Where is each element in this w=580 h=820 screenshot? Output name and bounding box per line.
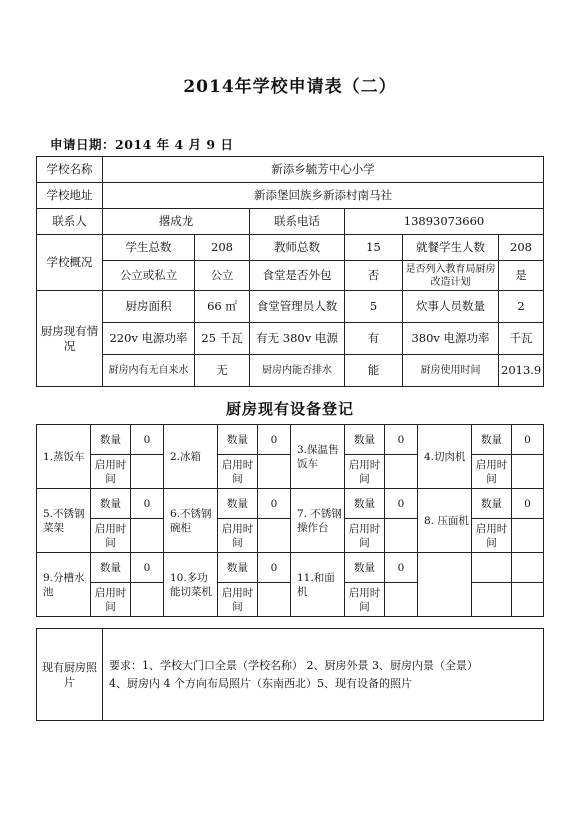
equipment-name: 1.蒸饭车 <box>37 425 91 489</box>
equipment-time-value <box>258 519 291 553</box>
equipment-time-value <box>131 583 164 617</box>
equipment-time-value <box>512 519 544 553</box>
students-label: 学生总数 <box>103 235 195 261</box>
outsourced-label: 食堂是否外包 <box>250 261 345 291</box>
equipment-qty-value: 0 <box>512 425 544 455</box>
equipment-qty-label: 数量 <box>91 425 131 455</box>
power220-label: 220v 电源功率 <box>103 323 195 355</box>
type-label: 公立或私立 <box>103 261 195 291</box>
equipment-qty-value: 0 <box>512 489 544 519</box>
phone-value: 13893073660 <box>345 209 544 235</box>
plan-label: 是否列入教育局厨房改造计划 <box>403 261 499 291</box>
equipment-empty-cell <box>472 583 512 617</box>
equipment-qty-value: 0 <box>131 489 164 519</box>
equipment-time-label: 启用时间 <box>345 519 385 553</box>
power380-value: 千瓦 <box>499 323 544 355</box>
equipment-time-label: 启用时间 <box>91 519 131 553</box>
equipment-table <box>36 424 544 617</box>
school-name-value: 新添乡毓芳中心小学 <box>103 157 544 183</box>
drain-label: 厨房内能否排水 <box>250 355 345 387</box>
area-value: 66 ㎡ <box>195 291 250 323</box>
equipment-time-value <box>131 519 164 553</box>
school-address-value: 新添堡回族乡新添村南马社 <box>103 183 544 209</box>
equipment-time-value <box>385 519 418 553</box>
equipment-time-label: 启用时间 <box>472 519 512 553</box>
type-value: 公立 <box>195 261 250 291</box>
diners-value: 208 <box>499 235 544 261</box>
cooks-label: 炊事人员数量 <box>403 291 499 323</box>
power220-value: 25 千瓦 <box>195 323 250 355</box>
equipment-qty-label: 数量 <box>472 425 512 455</box>
equipment-time-label: 启用时间 <box>91 583 131 617</box>
equipment-name: 9.分槽水池 <box>37 553 91 617</box>
equipment-name: 2.冰箱 <box>164 425 218 489</box>
school-address-label: 学校地址 <box>37 183 103 209</box>
equipment-qty-value: 0 <box>131 425 164 455</box>
equipment-time-value <box>385 583 418 617</box>
equipment-time-label: 启用时间 <box>472 455 512 489</box>
equipment-qty-value: 0 <box>131 553 164 583</box>
equipment-qty-label: 数量 <box>218 425 258 455</box>
power380-label: 380v 电源功率 <box>403 323 499 355</box>
equipment-qty-label: 数量 <box>345 489 385 519</box>
phone-label: 联系电话 <box>250 209 345 235</box>
page-title: 2014年学校申请表（二） <box>183 77 397 97</box>
equipment-qty-label: 数量 <box>472 489 512 519</box>
photos-label: 现有厨房照片 <box>37 629 103 721</box>
equipment-qty-value: 0 <box>385 553 418 583</box>
equipment-qty-value: 0 <box>258 489 291 519</box>
managers-value: 5 <box>345 291 403 323</box>
since-value: 2013.9 <box>499 355 544 387</box>
overview-label: 学校概况 <box>37 235 103 291</box>
equipment-time-label: 启用时间 <box>218 583 258 617</box>
equipment-qty-label: 数量 <box>91 489 131 519</box>
equipment-empty-cell <box>512 583 544 617</box>
equipment-qty-value: 0 <box>385 489 418 519</box>
equipment-time-label: 启用时间 <box>345 583 385 617</box>
equipment-empty-cell <box>472 553 512 583</box>
teachers-label: 教师总数 <box>250 235 345 261</box>
plan-value: 是 <box>499 261 544 291</box>
equipment-time-label: 启用时间 <box>218 455 258 489</box>
has380-label: 有无 380v 电源 <box>250 323 345 355</box>
equipment-time-value <box>385 455 418 489</box>
equipment-name: 11.和面机 <box>291 553 345 617</box>
school-name-label: 学校名称 <box>37 157 103 183</box>
area-label: 厨房面积 <box>103 291 195 323</box>
contact-label: 联系人 <box>37 209 103 235</box>
has380-value: 有 <box>345 323 403 355</box>
outsourced-value: 否 <box>345 261 403 291</box>
equipment-time-value <box>131 455 164 489</box>
equipment-qty-label: 数量 <box>345 553 385 583</box>
equipment-empty-cell <box>418 553 472 617</box>
equipment-section-title: 厨房现有设备登记 <box>225 400 354 418</box>
equipment-qty-label: 数量 <box>91 553 131 583</box>
equipment-time-label: 启用时间 <box>218 519 258 553</box>
school-info-table <box>36 156 544 387</box>
equipment-name: 5.不锈钢菜架 <box>37 489 91 553</box>
diners-label: 就餐学生人数 <box>403 235 499 261</box>
equipment-time-label: 启用时间 <box>91 455 131 489</box>
equipment-time-value <box>258 455 291 489</box>
drain-value: 能 <box>345 355 403 387</box>
equipment-qty-label: 数量 <box>218 489 258 519</box>
equipment-qty-value: 0 <box>258 553 291 583</box>
equipment-qty-value: 0 <box>258 425 291 455</box>
photos-requirement-line: 要求：1、学校大门口全景（学校名称） 2、厨房外景 3、厨房内景（全景） <box>109 658 478 672</box>
equipment-qty-label: 数量 <box>345 425 385 455</box>
equipment-empty-cell <box>512 553 544 583</box>
photos-requirement-line: 4、厨房内 4 个方向布局照片（东南西北）5、现有设备的照片 <box>109 676 412 690</box>
cooks-value: 2 <box>499 291 544 323</box>
equipment-time-value <box>258 583 291 617</box>
teachers-value: 15 <box>345 235 403 261</box>
equipment-time-label: 启用时间 <box>345 455 385 489</box>
managers-label: 食堂管理员人数 <box>250 291 345 323</box>
equipment-name: 3.保温售饭车 <box>291 425 345 489</box>
contact-value: 撂成龙 <box>103 209 250 235</box>
equipment-name: 7. 不锈钢操作台 <box>291 489 345 553</box>
equipment-qty-value: 0 <box>385 425 418 455</box>
equipment-time-value <box>512 455 544 489</box>
equipment-name: 8. 压面机 <box>418 489 472 553</box>
equipment-name: 4.切肉机 <box>418 425 472 489</box>
kitchen-label: 厨房现有情况 <box>37 291 103 387</box>
equipment-name: 10.多功能切菜机 <box>164 553 218 617</box>
equipment-name: 6.不锈钢碗柜 <box>164 489 218 553</box>
application-date: 申请日期：2014 年 4 月 9 日 <box>50 137 234 152</box>
since-label: 厨房使用时间 <box>403 355 499 387</box>
photos-requirements <box>103 629 544 721</box>
water-label: 厨房内有无自来水 <box>103 355 195 387</box>
equipment-qty-label: 数量 <box>218 553 258 583</box>
photos-table <box>36 628 544 721</box>
water-value: 无 <box>195 355 250 387</box>
students-value: 208 <box>195 235 250 261</box>
